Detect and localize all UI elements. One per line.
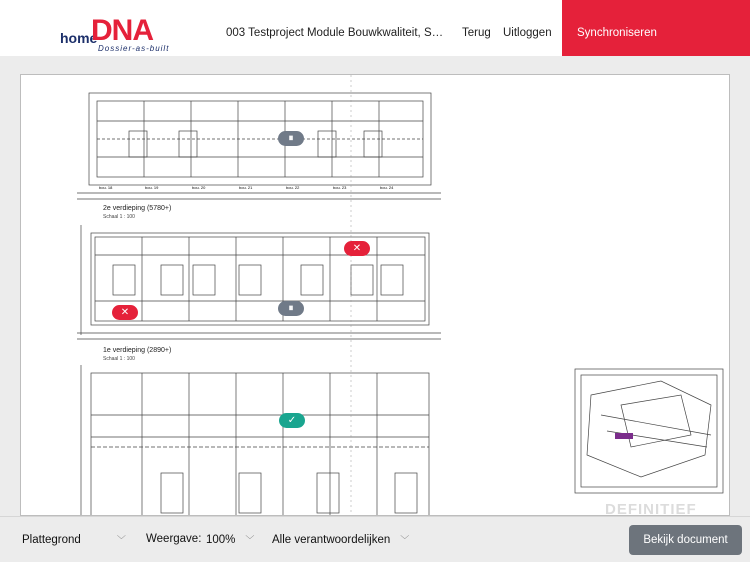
logo-dna-text: DNA (91, 14, 153, 47)
zoom-select[interactable] (206, 533, 254, 546)
floor-2-scale: Schaal 1 : 100 (103, 214, 135, 220)
floor-plan-sheet[interactable] (20, 74, 730, 516)
homedna-logo (60, 14, 170, 56)
project-title: 003 Testproject Module Bouwkwaliteit, S… (226, 27, 444, 39)
floor-2-label: 2e verdieping (5780+) (103, 205, 172, 212)
house-label: bou. 24 (380, 185, 394, 190)
zoom-select-value: 100% (206, 534, 236, 546)
pause-marker[interactable]: ⏸ (278, 131, 304, 146)
chevron-down-icon: ﹀ (245, 535, 255, 545)
approved-marker[interactable]: ✓ (279, 413, 305, 428)
responsibility-select-value: Alle verantwoordelijken (272, 534, 391, 546)
floor-plan-drawing (21, 75, 730, 516)
back-link[interactable]: Terug (462, 27, 491, 39)
house-label: bou. 20 (192, 185, 206, 190)
responsibility-select[interactable] (272, 533, 409, 546)
logo-home-text: home (60, 30, 98, 46)
logo-subtitle: Dossier-as-built (98, 44, 170, 53)
house-label-row (95, 185, 425, 193)
layer-select[interactable] (22, 533, 126, 546)
house-label: bou. 19 (145, 185, 159, 190)
layer-select-value: Plattegrond (22, 534, 81, 546)
chevron-down-icon: ﹀ (116, 535, 126, 545)
app-header (0, 0, 750, 56)
sync-button[interactable]: Synchroniseren (562, 0, 750, 56)
house-label: bou. 22 (286, 185, 300, 190)
view-document-button[interactable]: Bekijk document (629, 525, 742, 555)
house-label: bou. 23 (333, 185, 347, 190)
drawing-canvas[interactable] (0, 56, 750, 516)
reject-marker[interactable]: ✕ (112, 305, 138, 320)
floor-1-scale: Schaal 1 : 100 (103, 356, 135, 362)
logout-link[interactable]: Uitloggen (503, 27, 552, 39)
reject-marker[interactable]: ✕ (344, 241, 370, 256)
house-label: bou. 21 (239, 185, 253, 190)
stamp-definitief: DEFINITIEF (605, 501, 697, 516)
chevron-down-icon: ﹀ (400, 535, 410, 545)
bottom-toolbar (0, 516, 750, 562)
view-label: Weergave: (146, 533, 202, 545)
pause-marker[interactable]: ⏸ (278, 301, 304, 316)
floor-1-label: 1e verdieping (2890+) (103, 347, 172, 354)
house-label: bou. 18 (99, 185, 113, 190)
